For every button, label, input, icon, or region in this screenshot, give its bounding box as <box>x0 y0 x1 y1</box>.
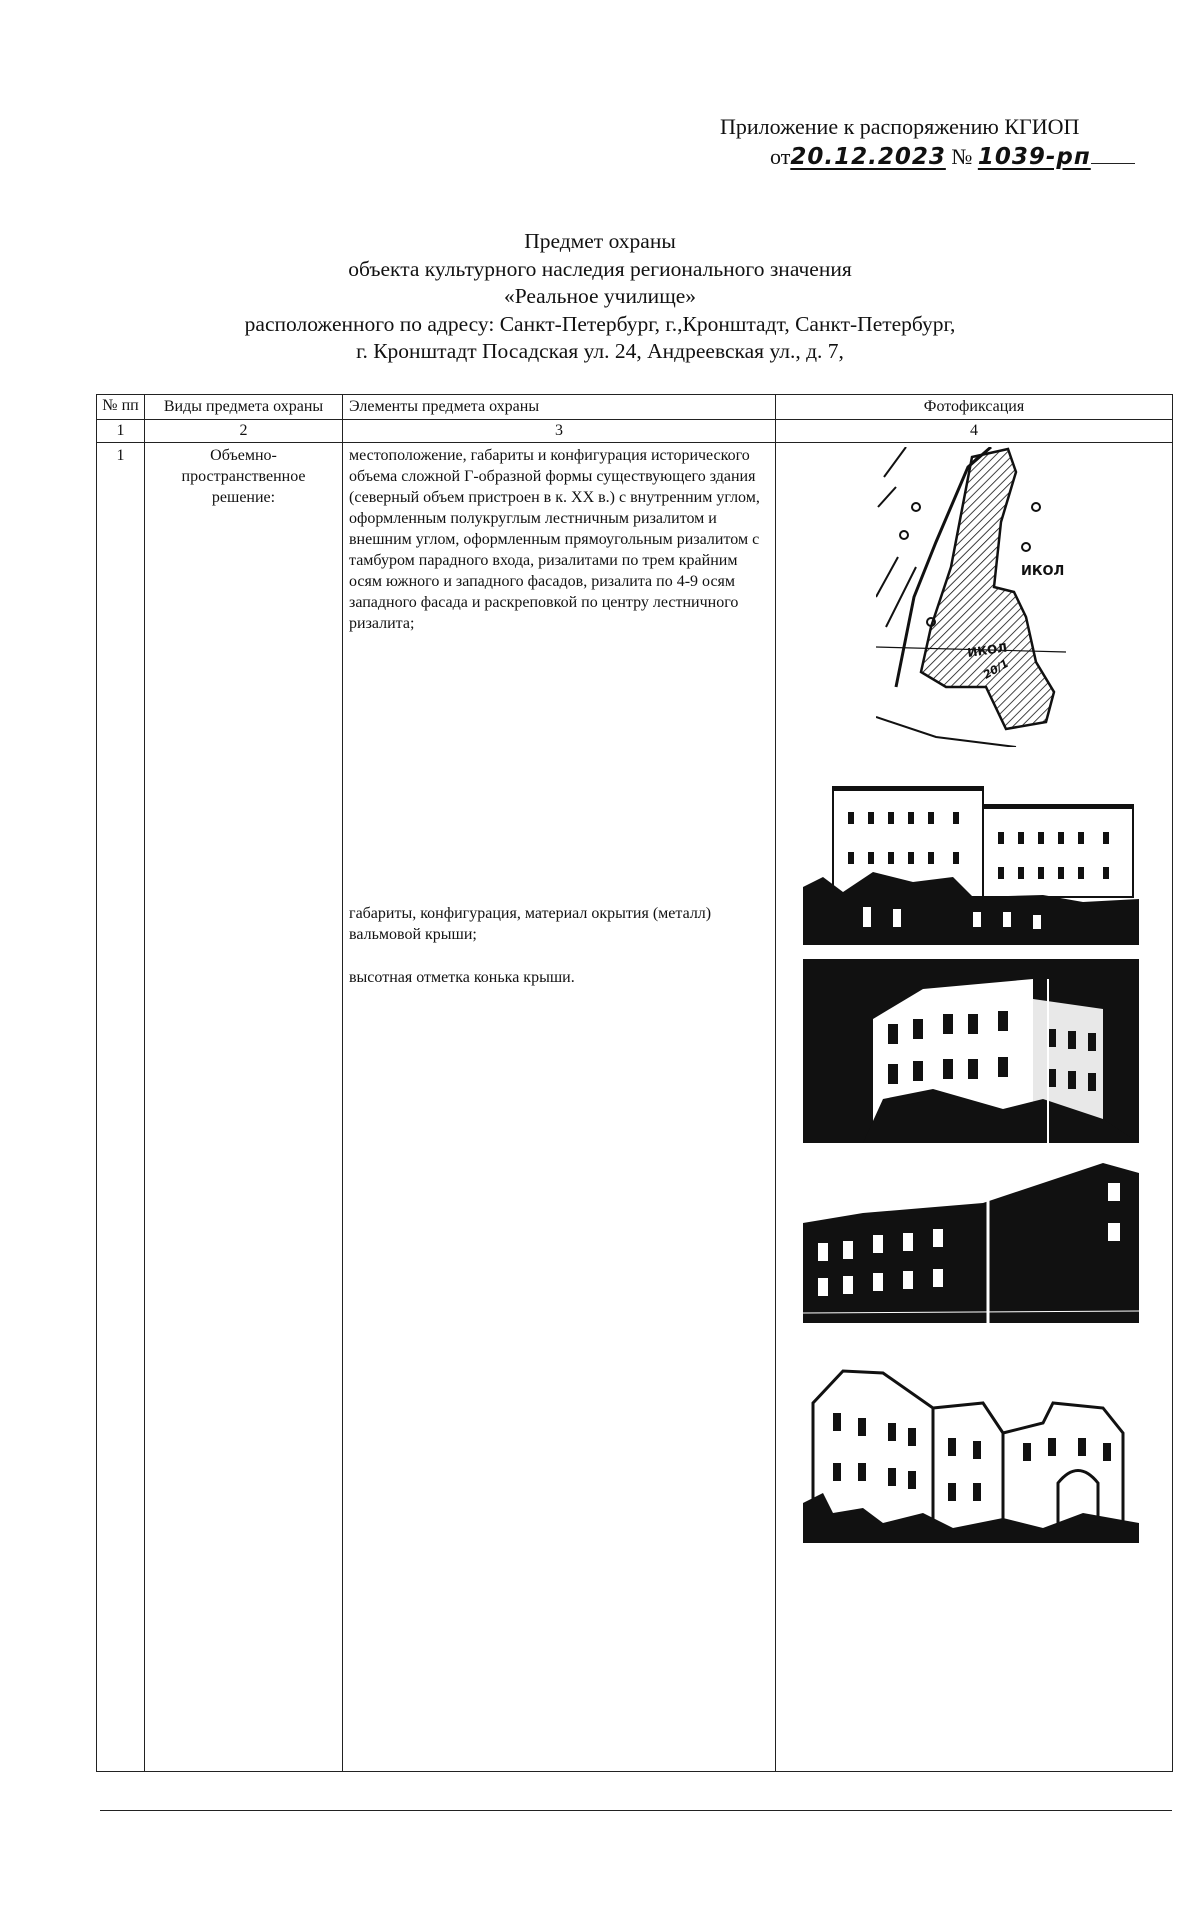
title-line-2: объекта культурного наследия регионального значения <box>348 256 852 281</box>
title-line-4: расположенного по адресу: Санкт-Петербург, г.,Кронштадт, Санкт-Петербург, <box>244 311 956 336</box>
map-label: ИКОЛ <box>1021 564 1065 579</box>
header-photo: Фотофиксация <box>776 395 1173 420</box>
map-label: 20/1 <box>981 656 1011 682</box>
photo-cell <box>776 443 1173 1772</box>
title-line-1: Предмет охраны <box>524 229 676 253</box>
document-title <box>180 228 1020 366</box>
header-elements: Элементы предмета охраны <box>343 395 776 420</box>
header-num: № пп <box>97 395 145 420</box>
column-number: 4 <box>776 420 1173 443</box>
element-text: высотная отметка конька крыши. <box>349 969 575 986</box>
table-bottom-rule <box>100 1810 1172 1811</box>
number-prefix: № <box>951 144 973 169</box>
protection-table <box>96 394 1173 1772</box>
title-line-3: «Реальное училище» <box>503 284 697 308</box>
order-date-number <box>770 144 1135 170</box>
order-number: 1039-рп <box>977 144 1091 170</box>
table-header-row <box>97 395 1173 420</box>
building-photo-4 <box>803 1363 1139 1543</box>
column-number-row <box>97 420 1173 443</box>
building-photo-2 <box>803 959 1139 1143</box>
row-number: 1 <box>97 443 145 1772</box>
date-prefix: от <box>770 144 791 169</box>
building-photo-1 <box>803 777 1139 945</box>
site-plan-image <box>876 447 1066 747</box>
protection-table-wrapper <box>96 394 1172 1910</box>
map-label: ИКОЛ <box>966 640 1009 660</box>
protection-elements <box>343 443 776 1772</box>
order-date: 20.12.2023 <box>790 144 946 170</box>
table-row <box>97 443 1173 1772</box>
protection-type: Объемно-пространственное решение: <box>145 443 343 1772</box>
column-number: 2 <box>145 420 343 443</box>
title-line-5: г. Кронштадт Посадская ул. 24, Андреевская ул., д. 7, <box>356 339 844 363</box>
header-types: Виды предмета охраны <box>145 395 343 420</box>
column-number: 1 <box>97 420 145 443</box>
element-text: местоположение, габариты и конфигурация исторического объема сложной Г-образной формы существующего здания (северный объем пристроен в к. XX в.) с внутренним углом, оформленным полукруглым лестничным ризалитом и внешним углом, оформленным прямоугольным ризалитом с тамбуром парадного входа, ризалитами по трем крайним осям южного и западного фасадов, ризалита по 4-9 осям западного фасада и раскреповкой по центру лестничного ризалита; <box>349 447 760 632</box>
building-photo-3 <box>803 1163 1139 1323</box>
element-text: габариты, конфигурация, материал окрытия (металл) вальмовой крыши; <box>349 905 712 943</box>
appendix-header: Приложение к распоряжению КГИОП <box>720 114 1080 139</box>
column-number: 3 <box>343 420 776 443</box>
